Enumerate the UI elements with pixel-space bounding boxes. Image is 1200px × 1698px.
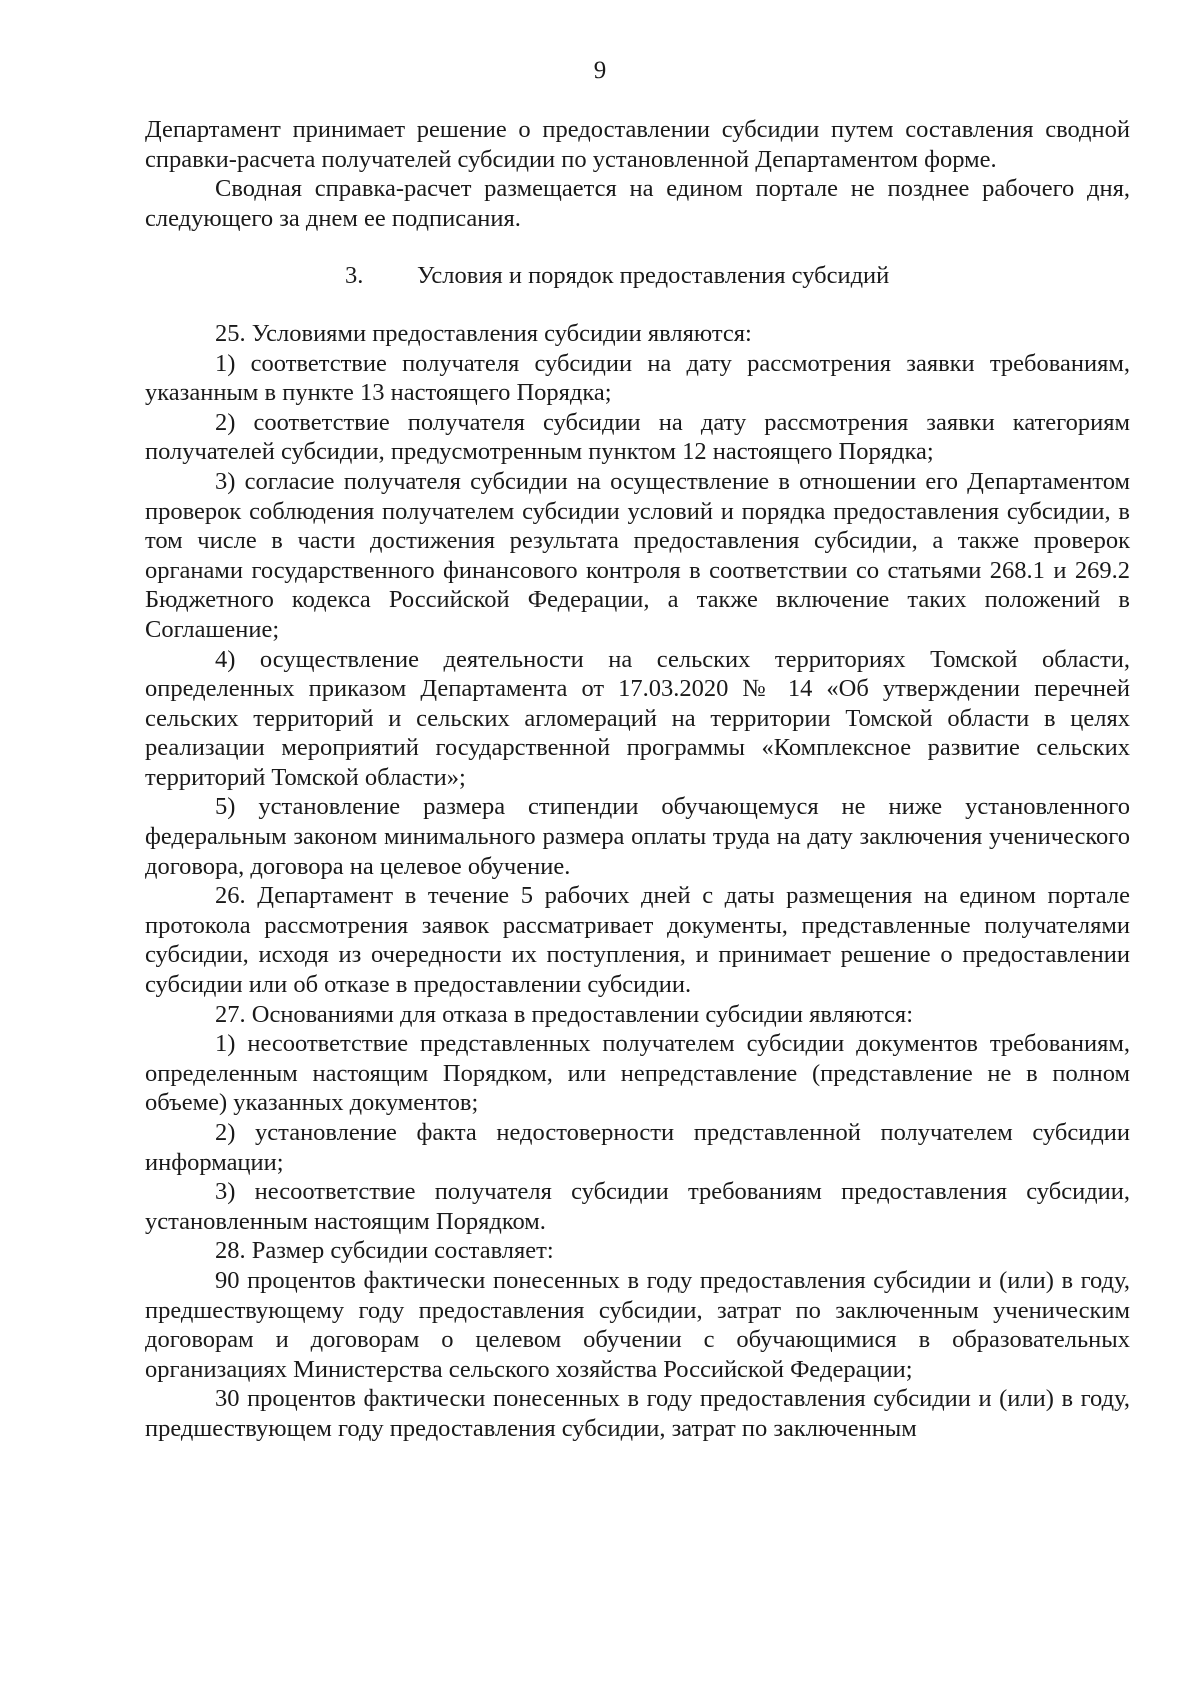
section-title: Условия и порядок предоставления субсидий [417,262,890,290]
clause-item: 30 процентов фактически понесенных в году предоставления субсидии и (или) в году, предшествующем году предоставления субсидии, затрат по заключенным [145,1385,1130,1442]
paragraph: Департамент принимает решение о предоставлении субсидии путем составления сводной справки-расчета получателей субсидии по установленной Департаментом форме. [145,116,1130,173]
clause-item: 2) соответствие получателя субсидии на дату рассмотрения заявки категориям получателей субсидии, предусмотренным пунктом 12 настоящего Порядка; [145,408,1130,466]
clause-item: 27. Основаниями для отказа в предоставлении субсидии являются: [215,1000,914,1028]
clause-item: 2) установление факта недостоверности представленной получателем субсидии информации; [145,1119,1130,1176]
document-body [145,115,1130,1444]
clause-item: 90 процентов фактически понесенных в году предоставления субсидии и (или) в году, предшествующему году предоставления субсидии, затрат по заключенным ученическим договорам и договорам о целевом обучении с обучающимися в образовательных организациях Министерства сельского хозяйства Российской Федерации; [145,1266,1130,1383]
clause-item: 4) осуществление деятельности на сельских территориях Томской области, определенных приказом Департамента от 17.03.2020 № 14 «Об утверждении перечней сельских территорий и сельских агломераций на территории Томской области в целях реализации мероприятий государственной программы «Комплексное развитие сельских территорий Томской области»; [145,645,1130,791]
clause-item: 26. Департамент в течение 5 рабочих дней с даты размещения на едином портале протокола рассмотрения заявок рассматривает документы, представленные получателями субсидии, исходя из очередности их поступления, и принимает решение о предоставлении субсидии или об отказе в предоставлении субсидии. [145,882,1130,999]
clause-item: 3) согласие получателя субсидии на осуществление в отношении его Департаментом проверок соблюдения получателем субсидии условий и порядка предоставления субсидии, в том числе в части достижения результата предоставления субсидии, а также проверок органами государственного финансового контроля в соответствии со статьями 268.1 и 269.2 Бюджетного кодекса Российской Федерации, а также включение таких положений в Соглашение; [145,467,1130,643]
section-number: 3. [345,262,364,290]
paragraph: Сводная справка-расчет размещается на едином портале не позднее рабочего дня, следующего за днем ее подписания. [145,175,1130,232]
clause-item: 25. Условиями предоставления субсидии являются: [215,319,752,347]
clause-item: 5) установление размера стипендии обучающемуся не ниже установленного федеральным законом минимального размера оплаты труда на дату заключения ученического договора, договора на целевое обучение. [145,793,1130,880]
clause-item: 1) несоответствие представленных получателем субсидии документов требованиям, определенным настоящим Порядком, или непредставление (представление не в полном объеме) указанных документов; [145,1030,1130,1117]
page-number: 9 [593,57,607,84]
clause-item: 1) соответствие получателя субсидии на дату рассмотрения заявки требованиям, указанным в пункте 13 настоящего Порядка; [145,349,1130,407]
clause-item: 28. Размер субсидии составляет: [215,1237,554,1265]
section-heading [145,261,1130,291]
clause-item: 3) несоответствие получателя субсидии требованиям предоставления субсидии, установленным настоящим Порядком. [145,1178,1130,1235]
